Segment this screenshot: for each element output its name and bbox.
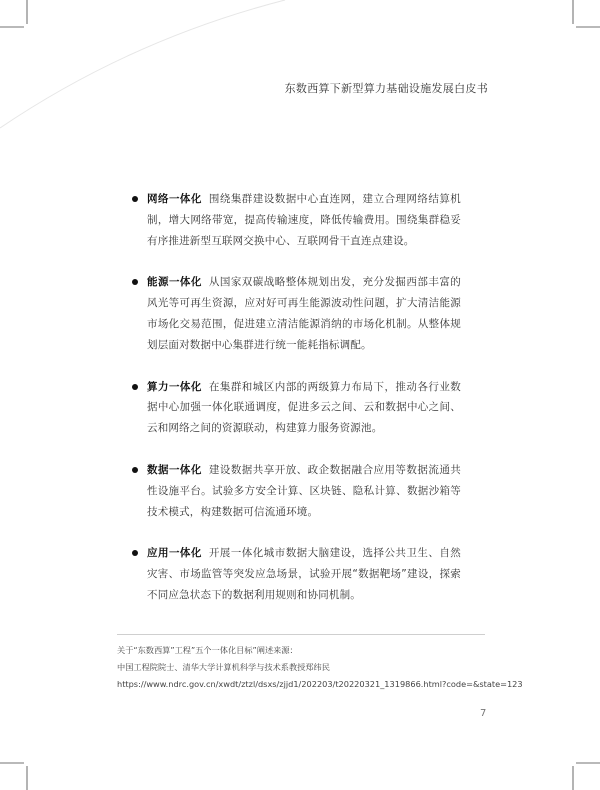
bullet-dot-icon — [132, 467, 138, 473]
bullet-heading: 应用一体化 — [147, 547, 202, 560]
footnote-source-intro: 关于“东数西算”工程”五个一体化目标”阐述来源： — [117, 645, 298, 655]
bullet-heading: 算力一体化 — [147, 380, 202, 393]
bullet-text: 开展一体化城市数据大脑建设，选择公共卫生、自然灾害、市场监管等突发应急场景，试验开展“数据靶场”建设，探索不同应急状态下的数据利用规则和协同机制。 — [147, 547, 461, 601]
bullet-item-application — [131, 543, 461, 605]
bullet-text: 在集群和城区内部的两级算力布局下，推动各行业数据中心加强一体化联通调度，促进多云之间、云和数据中心之间、云和网络之间的资源联动，构建算力服务资源池。 — [147, 380, 461, 435]
bullet-dot-icon — [132, 196, 138, 202]
bullet-item-computing — [131, 377, 461, 439]
bullet-item-network — [131, 189, 461, 251]
footnote — [117, 642, 523, 693]
bullet-item-energy — [131, 272, 461, 355]
footnote-divider — [117, 634, 485, 635]
bullet-dot-icon — [132, 550, 138, 556]
footnote-author: 中国工程院院士、清华大学计算机科学与技术系教授郑纬民 — [117, 662, 330, 672]
footnote-url: https://www.ndrc.gov.cn/xwdt/ztzl/dsxs/zjjd1/202203/t20220321_1319866.html?code=&state=123 — [117, 679, 523, 689]
bullet-dot-icon — [132, 384, 138, 390]
bullet-dot-icon — [132, 279, 138, 285]
running-header-title: 东数西算下新型算力基础设施发展白皮书 — [284, 82, 488, 95]
bullet-text: 建设数据共享开放、政企数据融合应用等数据流通共性设施平台。试验多方安全计算、区块链、隐私计算、数据沙箱等技术模式，构建数据可信流通环境。 — [147, 463, 461, 518]
bullet-heading: 能源一体化 — [147, 276, 202, 289]
bullet-heading: 数据一体化 — [147, 463, 202, 476]
bullet-list — [131, 189, 461, 627]
bullet-text: 从国家双碳战略整体规划出发，充分发掘西部丰富的风光等可再生资源，应对好可再生能源波动性问题，扩大清洁能源市场化交易范围，促进建立清洁能源消纳的市场化机制。从整体规划层面对数据中心集群进行统一能耗指标调配。 — [147, 276, 461, 351]
page-number: 7 — [480, 708, 487, 719]
bullet-heading: 网络一体化 — [147, 193, 202, 205]
bullet-text: 围绕集群建设数据中心直连网，建立合理网络结算机制，增大网络带宽，提高传输速度，降低传输费用。围绕集群稳妥有序推进新型互联网交换中心、互联网骨干直连点建设。 — [147, 193, 461, 247]
bullet-item-data — [131, 460, 461, 522]
